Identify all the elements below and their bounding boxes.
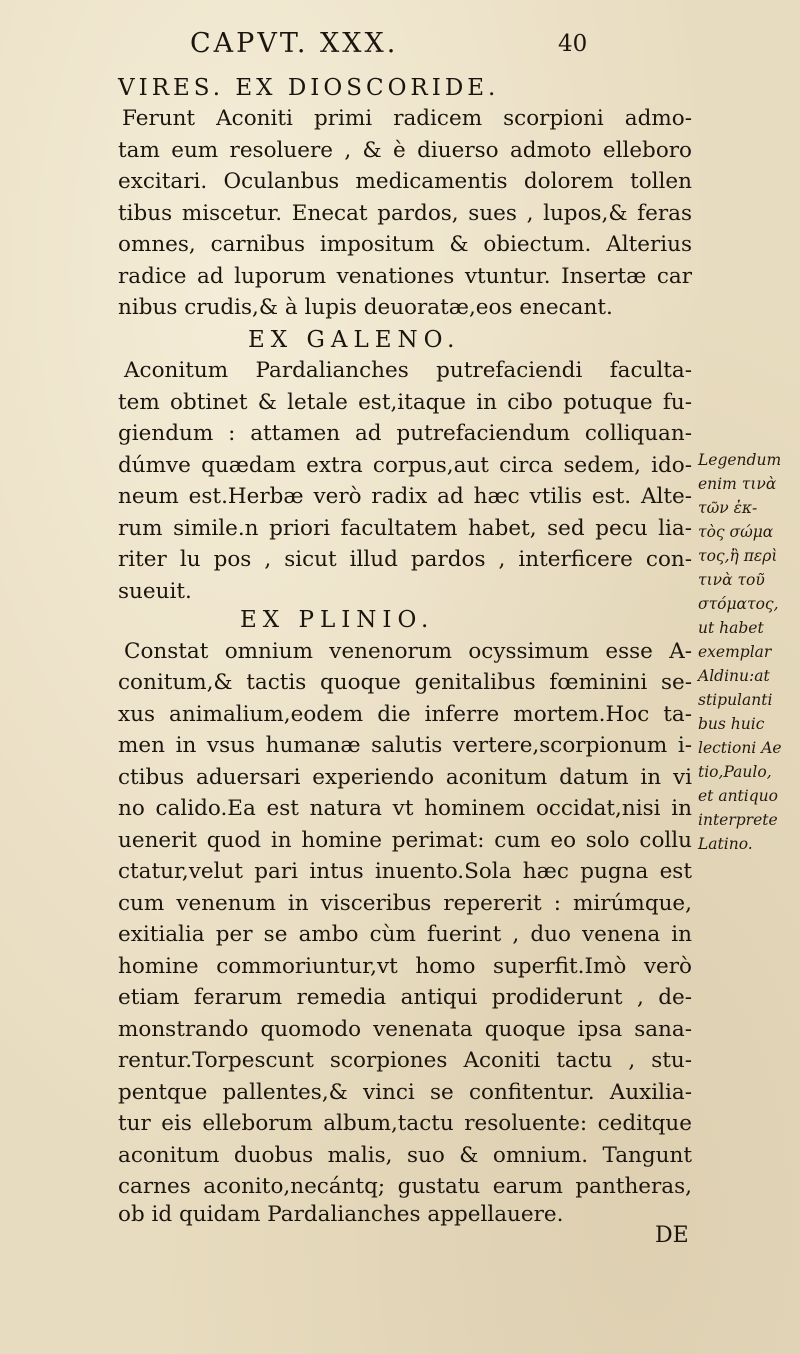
text-line: Ferunt Aconiti primi radicem scorpioni admo- <box>122 106 692 131</box>
margin-line: enim τινὰ <box>698 475 777 493</box>
text-line: tibus miscetur. Enecat pardos, sues , lupos,& feras <box>118 201 692 226</box>
margin-line: τινὰ τοῦ <box>698 571 765 589</box>
text-line: aconitum duobus malis, suo & omnium. Tangunt <box>118 1143 692 1168</box>
margin-line: et antiquo <box>698 787 778 805</box>
page-number: 40 <box>558 31 588 57</box>
text-line: pentque pallentes,& vinci se confitentur. Auxilia- <box>118 1080 692 1105</box>
margin-line: lectioni Ae <box>698 739 782 757</box>
margin-line: ut habet <box>698 619 764 637</box>
running-head: CAPVT. XXX. <box>190 28 399 59</box>
text-line: Constat omnium venenorum ocyssimum esse A- <box>124 639 692 664</box>
margin-line: tio,Paulo, <box>698 763 772 781</box>
margin-line: bus huic <box>698 715 765 733</box>
text-line: uenerit quod in homine perimat: cum eo solo collu <box>118 828 692 853</box>
section-heading-galeno: EX GALENO. <box>248 327 461 353</box>
text-line: neum est.Herbæ verò radix ad hæc vtilis est. Alte- <box>118 484 692 509</box>
text-line: no calido.Ea est natura vt hominem occidat,nisi in <box>118 796 692 821</box>
text-line: rentur.Torpescunt scorpiones Aconiti tactu , stu- <box>118 1048 692 1073</box>
text-line: Aconitum Pardalianches putrefaciendi faculta- <box>124 358 692 383</box>
margin-line: Legendum <box>698 451 782 469</box>
margin-line: stipulanti <box>698 691 773 709</box>
text-line: xus animalium,eodem die inferre mortem.Hoc ta- <box>118 702 692 727</box>
text-line: tur eis elleborum album,tactu resoluente: ceditque <box>118 1111 692 1136</box>
text-line: sueuit. <box>118 579 192 604</box>
text-line: ctatur,velut pari intus inuento.Sola hæc pugna est <box>118 859 692 884</box>
margin-line: interprete <box>698 811 778 829</box>
text-line: exitialia per se ambo cùm fuerint , duo venena in <box>118 922 692 947</box>
text-line: rum simile.n priori facultatem habet, sed pecu lia- <box>118 516 692 541</box>
text-line: ctibus aduersari experiendo aconitum datum in vi <box>118 765 692 790</box>
text-line: omnes, carnibus impositum & obiectum. Alterius <box>118 232 692 257</box>
text-line: carnes aconito,necántq; gustatu earum pantheras, <box>118 1174 692 1199</box>
text-line: radice ad luporum venationes vtuntur. Insertæ car <box>118 264 692 289</box>
text-line: giendum : attamen ad putrefaciendum colliquan- <box>118 421 692 446</box>
text-line: riter lu pos , sicut illud pardos , interficere con- <box>118 547 692 572</box>
margin-line: Latino. <box>698 835 753 853</box>
margin-line: στόματος, <box>698 595 779 613</box>
text-line: ob id quidam Pardalianches appellauere. <box>118 1202 564 1227</box>
margin-line: τῶν ἐκ- <box>698 499 758 517</box>
margin-line: Aldinu:at <box>698 667 770 685</box>
text-line: dúmve quædam extra corpus,aut circa sedem, ido- <box>118 453 692 478</box>
section-heading-dioscoride: VIRES. EX DIOSCORIDE. <box>118 75 500 101</box>
margin-line: exemplar <box>698 643 772 661</box>
text-line: etiam ferarum remedia antiqui prodiderunt , de- <box>118 985 692 1010</box>
margin-line: τος,ἢ περὶ <box>698 547 778 565</box>
text-line: homine commoriuntur,vt homo superfit.Imò verò <box>118 954 692 979</box>
text-line: tam eum resoluere , & è diuerso admoto elleboro <box>118 138 692 163</box>
text-line: monstrando quomodo venenata quoque ipsa sana- <box>118 1017 692 1042</box>
text-line: cum venenum in visceribus repererit : mirúmque, <box>118 891 692 916</box>
text-line: nibus crudis,& à lupis deuoratæ,eos enecant. <box>118 295 613 320</box>
text-line: men in vsus humanæ salutis vertere,scorpionum i- <box>118 733 692 758</box>
text-line: conitum,& tactis quoque genitalibus fœminini se- <box>118 670 692 695</box>
margin-line: τὸς σώμα <box>698 523 774 541</box>
section-heading-plinio: EX PLINIO. <box>240 607 435 633</box>
text-line: excitari. Oculanbus medicamentis dolorem tollen <box>118 169 692 194</box>
catchword: DE <box>655 1223 689 1248</box>
text-line: tem obtinet & letale est,itaque in cibo potuque fu- <box>118 390 692 415</box>
